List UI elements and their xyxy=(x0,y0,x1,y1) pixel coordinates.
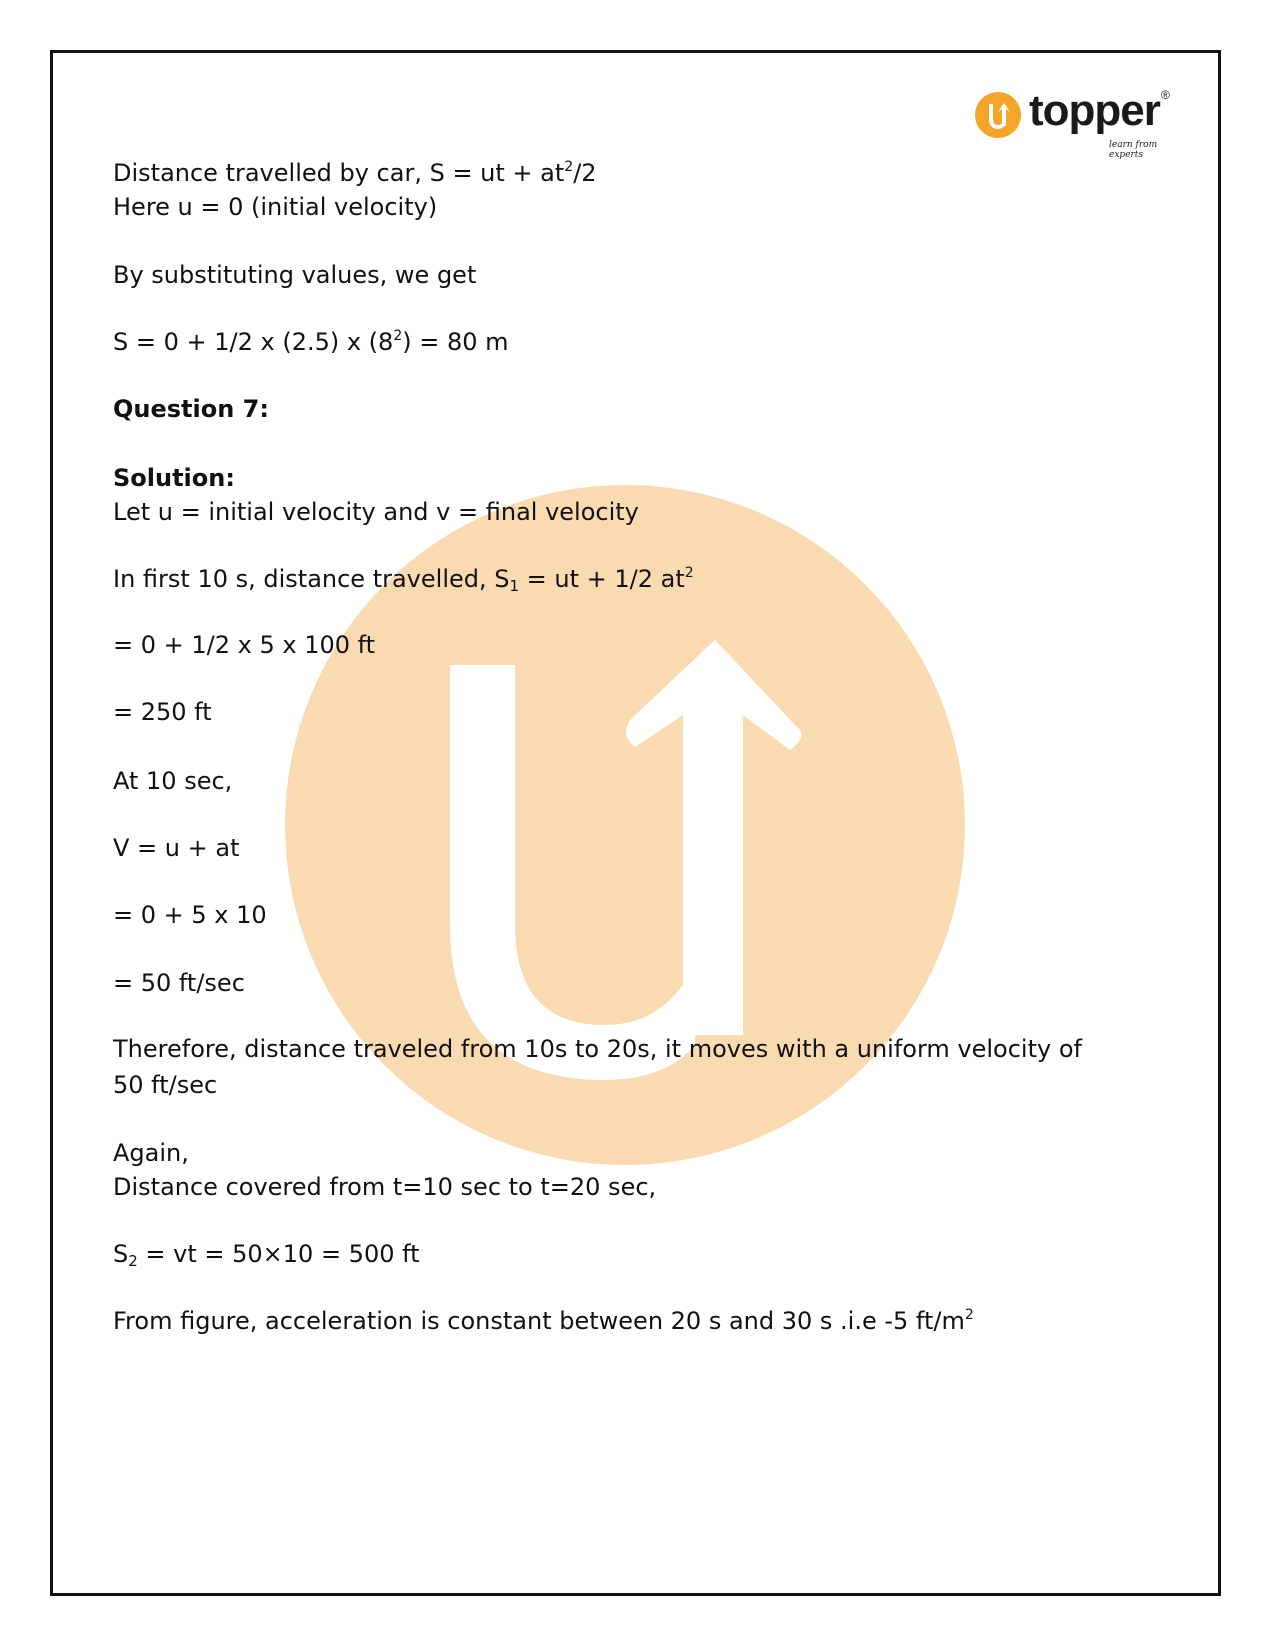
line-again: Again, xyxy=(113,1139,189,1167)
line-at-10-sec: At 10 sec, xyxy=(113,767,233,795)
logo-tagline: learn from experts xyxy=(1109,140,1158,160)
line-s-result: S = 0 + 1/2 x (2.5) x $(8^2) = 80$ m xyxy=(113,328,509,356)
line-250ft: = 250 ft xyxy=(113,698,212,726)
logo-wordmark: topper xyxy=(1029,86,1160,135)
question-heading: Question 7: xyxy=(113,395,269,423)
line-distance-covered: Distance covered from t=10 sec to t=20 sec, xyxy=(113,1173,657,1201)
topper-logo xyxy=(975,88,1175,158)
line-substituting: By substituting values, we get xyxy=(113,261,477,289)
line-v-formula: V = u + at xyxy=(113,834,240,862)
line-therefore: Therefore, distance traveled from 10s to 20s, it moves with a uniform velocity of 50 ft/sec xyxy=(113,1035,1082,1099)
line-distance-formula: Distance travelled by car, S = ut + $at^2/2$ xyxy=(113,159,597,187)
line-first-10s: In first 10 s, distance travelled, $S_1$ = ut + 1/2 $at^2$ xyxy=(113,565,694,595)
solution-heading: Solution: xyxy=(113,464,235,492)
registered-mark: ® xyxy=(1161,88,1170,102)
line-acceleration: From figure, acceleration is constant between 20 s and 30 s .i.e -5 $ft/m^2$ xyxy=(113,1307,974,1335)
line-calc-2: = 0 + 5 x 10 xyxy=(113,901,267,929)
line-let-u: Let u = initial velocity and v = final velocity xyxy=(113,498,639,526)
line-calc-1: = 0 + 1/2 x 5 x 100 ft xyxy=(113,631,376,659)
line-50ftsec: = 50 ft/sec xyxy=(113,969,245,997)
line-s2: $S_2$ = vt = 50×10 = 500 ft xyxy=(113,1240,420,1270)
line-initial-velocity: Here u = 0 (initial velocity) xyxy=(113,193,438,221)
logo-u-icon xyxy=(975,92,1021,138)
